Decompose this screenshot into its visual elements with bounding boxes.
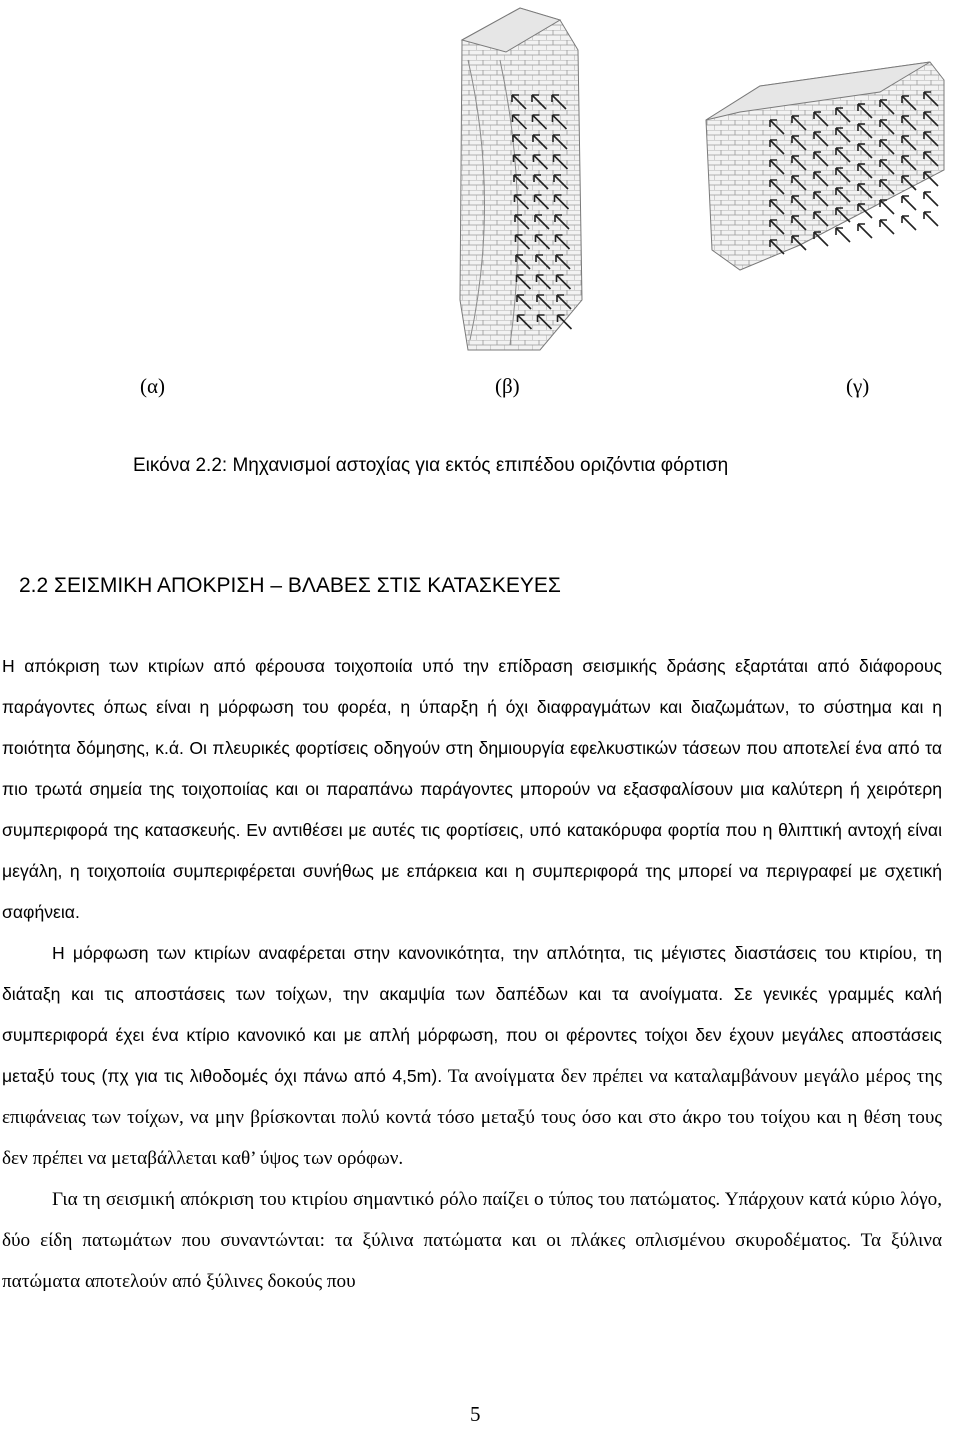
load-arrow — [902, 196, 916, 210]
load-arrow — [924, 192, 938, 206]
figure-sublabels — [0, 374, 960, 404]
paragraph-1-part-b: Εν αντιθέσει με αυτές τις φορτίσεις, υπό κατακόρυφα φορτία που η θλιπτική αντοχή είναι μεγάλη, η τοιχοποιία συμπεριφέρεται συνήθως με επάρκεια και η συμπεριφορά της μπορεί να περιγραφεί με σχετική σαφήνεια. — [2, 820, 942, 922]
wall-failure-drawing — [0, 0, 960, 360]
load-arrow — [924, 212, 938, 226]
figure-illustration — [0, 0, 960, 360]
sublabel-b: (β) — [495, 374, 520, 398]
paragraph-1 — [2, 646, 942, 933]
figure-caption: Εικόνα 2.2: Μηχανισμοί αστοχίας για εκτός επιπέδου οριζόντια φόρτιση — [133, 455, 729, 476]
load-arrow — [880, 220, 894, 234]
paragraph-2-part-a: Η μόρφωση των κτιρίων αναφέρεται στην κανονικότητα, την απλότητα, τις μέγιστες διαστάσεις του κτιρίου, τη διάταξη και τις αποστάσεις των τοίχων, την ακαμψία των δαπέδων και τα ανοίγματα. — [2, 943, 942, 1004]
wall-curved-wide — [706, 62, 944, 270]
paragraph-3-part-c: Τα ξύλινα πατώματα αποτελούν από ξύλινες δοκούς που — [2, 1230, 942, 1292]
paragraph-2-part-b: Σε γενικές γραμμές καλή συμπεριφορά έχει ένα κτίριο κανονικό και με απλή μόρφωση, που οι φέροντες τοίχοι δεν έχουν μεγάλες αποστάσεις μεταξύ τους (πχ για τις λιθοδομές όχι πάνω από 4,5m). — [2, 984, 942, 1086]
paragraph-1-part-a: Η απόκριση των κτιρίων από φέρουσα τοιχοποιία υπό την επίδραση σεισμικής δράσης εξαρτάται από διάφορους παράγοντες όπως είναι η μόρφωση του φορέα, η ύπαρξη ή όχι διαφραγμάτων και διαζωμάτων, το σύστημα και η ποιότητα δόμησης, κ.ά. Οι πλευρικές φορτίσεις οδηγούν στη δημιουργία εφελκυστικών τάσεων που αποτελεί ένα από τα πιο τρωτά σημεία της τοιχοποιίας και οι παραπάνω παράγοντες μπορούν να εξασφαλίσουν μια καλύτερη ή χειρότερη συμπεριφορά της κατασκευής. — [2, 656, 942, 840]
paragraph-2-part-c: Τα ανοίγματα δεν πρέπει να καταλαμβάνουν μεγάλο μέρος της επιφάνειας των τοίχων, να μην βρίσκονται πολύ κοντά τόσο μεταξύ τους όσο και στο άκρο του τοίχου και η θέση τους δεν πρέπει να μεταβάλλεται καθ’ ύψος των ορόφων. — [2, 1066, 942, 1169]
load-arrow — [858, 224, 872, 238]
sublabel-c: (γ) — [846, 374, 870, 398]
paragraph-2 — [2, 933, 942, 1179]
page-number: 5 — [470, 1402, 481, 1426]
paragraph-3-part-b: Υπάρχουν κατά κύριο λόγο, δύο είδη πατωμάτων που συναντώνται: τα ξύλινα πατώματα και οι πλάκες οπλισμένου σκυροδέματος. — [2, 1189, 943, 1251]
paragraph-3-part-a: Για τη σεισμική απόκριση του κτιρίου σημαντικό ρόλο παίζει ο τύπος του πατώματος. — [52, 1189, 721, 1210]
paragraph-3 — [2, 1179, 942, 1302]
load-arrow — [902, 216, 916, 230]
load-arrow — [836, 228, 850, 242]
body-text — [2, 646, 942, 1302]
load-arrow — [880, 200, 894, 214]
sublabel-a: (α) — [140, 374, 165, 398]
section-heading: 2.2 ΣΕΙΣΜΙΚΗ ΑΠΟΚΡΙΣΗ – ΒΛΑΒΕΣ ΣΤΙΣ ΚΑΤΑΣΚΕΥΕΣ — [19, 574, 561, 597]
